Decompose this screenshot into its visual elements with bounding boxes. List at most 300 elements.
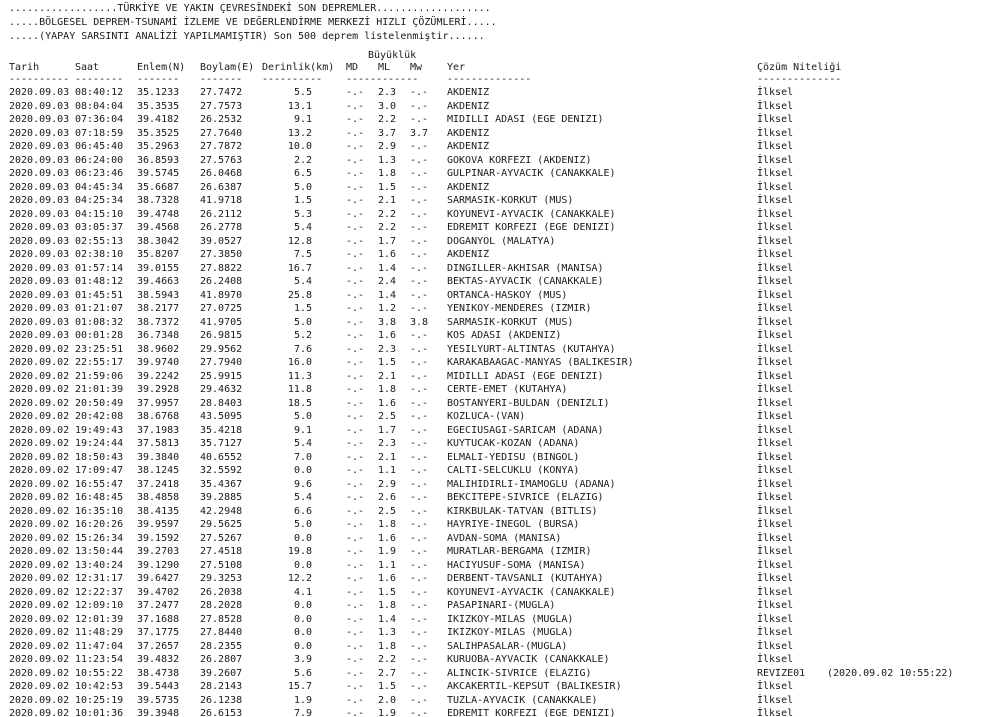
cell-tarih: 2020.09.03 <box>9 100 70 112</box>
cell-cozum: İlksel <box>757 276 794 287</box>
cell-cozum: İlksel <box>757 492 794 503</box>
cell-mw: -.- <box>410 640 429 652</box>
cell-boylam: 26.1238 <box>200 694 243 706</box>
cell-yer: PASAPINARI-(MUGLA) <box>447 600 556 611</box>
cell-ml: 1.8 <box>378 384 397 395</box>
cell-enlem: 39.6427 <box>137 573 180 584</box>
cell-md: -.- <box>346 262 365 274</box>
cell-boylam: 27.7872 <box>200 141 243 152</box>
cell-cozum: İlksel <box>757 154 794 166</box>
cell-ml: 2.3 <box>378 87 397 98</box>
cell-enlem: 39.4748 <box>137 208 180 220</box>
cell-boylam: 27.7472 <box>200 87 243 98</box>
cell-yer: DERBENT-TAVSANLI (KUTAHYA) <box>447 573 604 584</box>
table-row <box>0 289 1000 303</box>
cell-boylam: 28.2143 <box>200 681 243 692</box>
cell-yer: YENIKOY-MENDERES (IZMIR) <box>447 303 592 314</box>
cell-enlem: 39.2242 <box>137 370 180 382</box>
cell-cozum: İlksel <box>757 208 794 220</box>
cell-mw: -.- <box>410 262 429 274</box>
cell-boylam: 27.8440 <box>200 627 243 638</box>
cell-derinlik: 16.0 <box>287 357 312 368</box>
cell-mw: -.- <box>410 343 429 355</box>
column-header-boylam: Boylam(E) <box>200 62 255 73</box>
cell-derinlik: 5.4 <box>293 276 312 287</box>
cell-enlem: 39.4832 <box>137 654 180 665</box>
cell-cozum: İlksel <box>757 505 794 517</box>
cell-md: -.- <box>346 222 365 233</box>
table-row <box>0 410 1000 424</box>
cell-mw: -.- <box>410 465 429 476</box>
cell-md: -.- <box>346 451 365 463</box>
cell-md: -.- <box>346 127 365 139</box>
cell-tarih: 2020.09.03 <box>9 262 70 274</box>
cell-derinlik: 5.4 <box>293 492 312 503</box>
cell-mw: -.- <box>410 276 429 287</box>
cell-md: -.- <box>346 492 365 503</box>
cell-tarih: 2020.09.03 <box>9 195 70 206</box>
cell-enlem: 38.9602 <box>137 343 180 355</box>
cell-tarih: 2020.09.02 <box>9 492 70 503</box>
cell-mw: -.- <box>410 114 429 125</box>
table-row <box>0 235 1000 249</box>
cell-boylam: 26.6153 <box>200 708 243 717</box>
table-row <box>0 127 1000 141</box>
cell-md: -.- <box>346 303 365 314</box>
cell-tarih: 2020.09.03 <box>9 289 70 301</box>
cell-mw: -.- <box>410 100 429 112</box>
cell-cozum: İlksel <box>757 532 794 544</box>
separator-yer: -------------- <box>447 74 532 85</box>
cell-mw: -.- <box>410 424 429 436</box>
cell-tarih: 2020.09.02 <box>9 586 70 598</box>
cell-boylam: 27.8528 <box>200 613 243 625</box>
cell-saat: 10:42:53 <box>75 681 124 692</box>
cell-derinlik: 13.1 <box>287 100 312 112</box>
cell-tarih: 2020.09.02 <box>9 613 70 625</box>
cell-tarih: 2020.09.02 <box>9 357 70 368</box>
cell-ml: 1.8 <box>378 519 397 530</box>
cell-saat: 11:48:29 <box>75 627 124 638</box>
cell-yer: YESILYURT-ALTINTAS (KUTAHYA) <box>447 343 616 355</box>
column-header-yer: Yer <box>447 62 466 73</box>
cell-yer: EGECIUSAGI-SARICAM (ADANA) <box>447 424 604 436</box>
cell-cozum: İlksel <box>757 519 794 530</box>
cell-yer: AKDENIZ <box>447 100 490 112</box>
cell-md: -.- <box>346 586 365 598</box>
cell-enlem: 37.5813 <box>137 438 180 449</box>
cell-md: -.- <box>346 87 365 98</box>
cell-derinlik: 12.8 <box>287 235 312 247</box>
cell-derinlik: 9.1 <box>293 424 312 436</box>
cell-boylam: 25.9915 <box>200 370 243 382</box>
cell-enlem: 37.1775 <box>137 627 180 638</box>
cell-cozum: İlksel <box>757 114 794 125</box>
cell-ml: 1.8 <box>378 168 397 179</box>
cell-derinlik: 7.9 <box>293 708 312 717</box>
table-row <box>0 572 1000 586</box>
cell-saat: 21:01:39 <box>75 384 124 395</box>
cell-boylam: 29.9562 <box>200 343 243 355</box>
cell-tarih: 2020.09.02 <box>9 708 70 717</box>
cell-boylam: 39.2885 <box>200 492 243 503</box>
cell-yer: HAYRIYE-INEGOL (BURSA) <box>447 519 580 530</box>
cell-enlem: 39.4568 <box>137 222 180 233</box>
cell-enlem: 39.1290 <box>137 559 180 571</box>
cell-tarih: 2020.09.02 <box>9 573 70 584</box>
cell-boylam: 42.2948 <box>200 505 243 517</box>
cell-yer: AKDENIZ <box>447 181 490 193</box>
cell-tarih: 2020.09.03 <box>9 235 70 247</box>
cell-yer: GULPINAR-AYVACIK (CANAKKALE) <box>447 168 616 179</box>
cell-mw: -.- <box>410 613 429 625</box>
cell-derinlik: 5.5 <box>293 87 312 98</box>
cell-mw: -.- <box>410 289 429 301</box>
cell-yer: IKIZKOY-MILAS (MUGLA) <box>447 627 574 638</box>
cell-derinlik: 12.2 <box>287 573 312 584</box>
cell-mw: -.- <box>410 451 429 463</box>
cell-enlem: 38.1245 <box>137 465 180 476</box>
cell-saat: 13:40:24 <box>75 559 124 571</box>
cell-yer: BOSTANYERI-BULDAN (DENIZLI) <box>447 397 610 409</box>
separator-cozum: -------------- <box>757 74 842 85</box>
cell-cozum: İlksel <box>757 195 794 206</box>
table-row <box>0 370 1000 384</box>
cell-derinlik: 25.8 <box>287 289 312 301</box>
cell-ml: 2.5 <box>378 505 397 517</box>
cell-tarih: 2020.09.02 <box>9 424 70 436</box>
cell-derinlik: 7.0 <box>293 451 312 463</box>
cell-yer: BEKTAS-AYVACIK (CANAKKALE) <box>447 276 604 287</box>
cell-ml: 1.6 <box>378 249 397 260</box>
cell-md: -.- <box>346 505 365 517</box>
cell-yer: KIRKBULAK-TATVAN (BITLIS) <box>447 505 598 517</box>
cell-saat: 20:42:08 <box>75 411 124 422</box>
cell-tarih: 2020.09.03 <box>9 303 70 314</box>
cell-saat: 16:35:10 <box>75 505 124 517</box>
cell-revize: (2020.09.02 10:55:22) <box>827 667 954 679</box>
table-row <box>0 640 1000 654</box>
cell-ml: 3.0 <box>378 100 397 112</box>
cell-mw: -.- <box>410 654 429 665</box>
cell-yer: GOKOVA KORFEZI (AKDENIZ) <box>447 154 592 166</box>
cell-cozum: İlksel <box>757 343 794 355</box>
cell-ml: 2.2 <box>378 208 397 220</box>
cell-ml: 1.7 <box>378 424 397 436</box>
cell-ml: 1.6 <box>378 532 397 544</box>
cell-yer: MALIHIDIRLI-IMAMOGLU (ADANA) <box>447 478 616 490</box>
cell-enlem: 39.3948 <box>137 708 180 717</box>
cell-boylam: 28.2355 <box>200 640 243 652</box>
cell-ml: 1.5 <box>378 357 397 368</box>
cell-tarih: 2020.09.03 <box>9 114 70 125</box>
separator-row <box>0 73 1000 87</box>
cell-derinlik: 6.6 <box>293 505 312 517</box>
cell-derinlik: 5.0 <box>293 519 312 530</box>
cell-mw: -.- <box>410 397 429 409</box>
cell-mw: -.- <box>410 195 429 206</box>
cell-mw: -.- <box>410 505 429 517</box>
cell-enlem: 35.2963 <box>137 141 180 152</box>
cell-tarih: 2020.09.03 <box>9 222 70 233</box>
cell-derinlik: 11.8 <box>287 384 312 395</box>
cell-enlem: 38.5943 <box>137 289 180 301</box>
cell-derinlik: 7.5 <box>293 249 312 260</box>
cell-yer: HACIYUSUF-SOMA (MANISA) <box>447 559 586 571</box>
cell-yer: KUYTUCAK-KOZAN (ADANA) <box>447 438 580 449</box>
separator-tarih: ---------- <box>9 74 70 85</box>
cell-ml: 2.1 <box>378 195 397 206</box>
cell-derinlik: 13.2 <box>287 127 312 139</box>
cell-derinlik: 5.0 <box>293 181 312 193</box>
cell-enlem: 37.2418 <box>137 478 180 490</box>
cell-yer: KOYUNEVI-AYVACIK (CANAKKALE) <box>447 208 616 220</box>
cell-boylam: 26.2408 <box>200 276 243 287</box>
table-row <box>0 167 1000 181</box>
cell-saat: 06:45:40 <box>75 141 124 152</box>
table-row <box>0 113 1000 127</box>
table-row <box>0 424 1000 438</box>
cell-enlem: 35.8207 <box>137 249 180 260</box>
cell-boylam: 27.7573 <box>200 100 243 112</box>
cell-boylam: 26.2807 <box>200 654 243 665</box>
cell-mw: -.- <box>410 586 429 598</box>
cell-mw: -.- <box>410 222 429 233</box>
cell-ml: 1.5 <box>378 681 397 692</box>
table-row <box>0 356 1000 370</box>
cell-ml: 1.6 <box>378 330 397 341</box>
cell-mw: -.- <box>410 208 429 220</box>
cell-saat: 16:55:47 <box>75 478 124 490</box>
cell-saat: 01:57:14 <box>75 262 124 274</box>
cell-saat: 08:04:04 <box>75 100 124 112</box>
cell-cozum: İlksel <box>757 235 794 247</box>
table-row <box>0 464 1000 478</box>
cell-mw: 3.7 <box>410 127 429 139</box>
header-agency-line: .....BÖLGESEL DEPREM-TSUNAMİ İZLEME VE DEĞERLENDİRME MERKEZİ HIZLI ÇÖZÜMLERİ..... <box>9 17 497 28</box>
cell-saat: 01:21:07 <box>75 303 124 314</box>
cell-cozum: İlksel <box>757 330 794 341</box>
cell-derinlik: 18.5 <box>287 397 312 409</box>
cell-derinlik: 2.2 <box>293 154 312 166</box>
cell-cozum: İlksel <box>757 357 794 368</box>
cell-boylam: 28.8403 <box>200 397 243 409</box>
cell-ml: 2.2 <box>378 654 397 665</box>
table-row <box>0 478 1000 492</box>
cell-tarih: 2020.09.03 <box>9 330 70 341</box>
cell-cozum: İlksel <box>757 141 794 152</box>
table-row <box>0 383 1000 397</box>
cell-mw: -.- <box>410 519 429 530</box>
table-row <box>0 505 1000 519</box>
separator-magnitude: ------------ <box>346 74 419 85</box>
cell-enlem: 35.6687 <box>137 181 180 193</box>
cell-mw: -.- <box>410 357 429 368</box>
cell-yer: ELMALI-YEDISU (BINGOL) <box>447 451 580 463</box>
cell-cozum: İlksel <box>757 397 794 409</box>
cell-boylam: 29.5625 <box>200 519 243 530</box>
table-row <box>0 154 1000 168</box>
cell-boylam: 27.4518 <box>200 546 243 557</box>
cell-enlem: 38.7372 <box>137 316 180 328</box>
cell-boylam: 26.2038 <box>200 586 243 598</box>
cell-tarih: 2020.09.03 <box>9 168 70 179</box>
table-row <box>0 221 1000 235</box>
cell-derinlik: 6.5 <box>293 168 312 179</box>
cell-cozum: İlksel <box>757 708 794 717</box>
cell-saat: 19:24:44 <box>75 438 124 449</box>
cell-ml: 2.3 <box>378 438 397 449</box>
cell-cozum: İlksel <box>757 303 794 314</box>
cell-boylam: 28.2028 <box>200 600 243 611</box>
cell-enlem: 37.1983 <box>137 424 180 436</box>
cell-derinlik: 5.4 <box>293 438 312 449</box>
cell-enlem: 37.2657 <box>137 640 180 652</box>
cell-yer: EDREMIT KORFEZI (EGE DENIZI) <box>447 708 616 717</box>
cell-enlem: 38.4858 <box>137 492 180 503</box>
cell-cozum: İlksel <box>757 451 794 463</box>
cell-saat: 10:25:19 <box>75 694 124 706</box>
cell-ml: 2.9 <box>378 478 397 490</box>
cell-md: -.- <box>346 667 365 679</box>
cell-md: -.- <box>346 235 365 247</box>
cell-cozum: İlksel <box>757 654 794 665</box>
cell-tarih: 2020.09.03 <box>9 127 70 139</box>
cell-tarih: 2020.09.03 <box>9 141 70 152</box>
table-row <box>0 626 1000 640</box>
cell-boylam: 35.7127 <box>200 438 243 449</box>
cell-yer: KOZLUCA-(VAN) <box>447 411 526 422</box>
cell-boylam: 29.3253 <box>200 573 243 584</box>
cell-saat: 11:47:04 <box>75 640 124 652</box>
table-row <box>0 680 1000 694</box>
cell-derinlik: 1.5 <box>293 195 312 206</box>
cell-derinlik: 7.6 <box>293 343 312 355</box>
column-header-enlem: Enlem(N) <box>137 62 186 73</box>
cell-ml: 2.6 <box>378 492 397 503</box>
cell-md: -.- <box>346 289 365 301</box>
table-row <box>0 653 1000 667</box>
cell-saat: 10:01:36 <box>75 708 124 717</box>
cell-boylam: 41.9705 <box>200 316 243 328</box>
cell-derinlik: 5.3 <box>293 208 312 220</box>
cell-saat: 20:50:49 <box>75 397 124 409</box>
column-header-md: MD <box>346 62 359 73</box>
cell-yer: KOYUNEVI-AYVACIK (CANAKKALE) <box>447 586 616 598</box>
cell-mw: -.- <box>410 141 429 152</box>
cell-ml: 1.4 <box>378 289 397 301</box>
column-header-derinlik: Derinlik(km) <box>262 62 335 73</box>
cell-mw: -.- <box>410 546 429 557</box>
cell-md: -.- <box>346 627 365 638</box>
separator-boylam: ------- <box>200 74 243 85</box>
cell-yer: SARMASIK-KORKUT (MUS) <box>447 195 574 206</box>
cell-derinlik: 9.6 <box>293 478 312 490</box>
cell-tarih: 2020.09.03 <box>9 249 70 260</box>
cell-boylam: 26.2778 <box>200 222 243 233</box>
cell-md: -.- <box>346 640 365 652</box>
cell-yer: AKDENIZ <box>447 127 490 139</box>
cell-md: -.- <box>346 600 365 611</box>
cell-md: -.- <box>346 208 365 220</box>
cell-tarih: 2020.09.02 <box>9 654 70 665</box>
cell-cozum: İlksel <box>757 600 794 611</box>
cell-enlem: 39.5745 <box>137 168 180 179</box>
cell-cozum: İlksel <box>757 640 794 652</box>
cell-md: -.- <box>346 330 365 341</box>
cell-tarih: 2020.09.02 <box>9 411 70 422</box>
cell-enlem: 36.8593 <box>137 154 180 166</box>
cell-cozum: İlksel <box>757 262 794 274</box>
table-row <box>0 194 1000 208</box>
cell-md: -.- <box>346 141 365 152</box>
header-title-line: ..................TÜRKİYE VE YAKIN ÇEVRESİNDEKİ SON DEPREMLER................... <box>9 3 491 14</box>
cell-derinlik: 0.0 <box>293 627 312 638</box>
cell-md: -.- <box>346 532 365 544</box>
cell-saat: 16:20:26 <box>75 519 124 530</box>
cell-derinlik: 19.8 <box>287 546 312 557</box>
cell-md: -.- <box>346 195 365 206</box>
cell-tarih: 2020.09.03 <box>9 316 70 328</box>
cell-saat: 19:49:43 <box>75 424 124 436</box>
cell-saat: 03:05:37 <box>75 222 124 233</box>
cell-derinlik: 15.7 <box>287 681 312 692</box>
table-row <box>0 518 1000 532</box>
cell-mw: -.- <box>410 384 429 395</box>
cell-boylam: 26.0468 <box>200 168 243 179</box>
cell-tarih: 2020.09.02 <box>9 532 70 544</box>
cell-yer: KOS ADASI (AKDENIZ) <box>447 330 562 341</box>
cell-ml: 2.0 <box>378 694 397 706</box>
cell-cozum: REVIZE01 <box>757 667 806 679</box>
cell-derinlik: 4.1 <box>293 586 312 598</box>
cell-enlem: 39.9597 <box>137 519 180 530</box>
cell-enlem: 38.7328 <box>137 195 180 206</box>
table-row <box>0 451 1000 465</box>
cell-enlem: 39.5443 <box>137 681 180 692</box>
table-row <box>0 613 1000 627</box>
cell-md: -.- <box>346 613 365 625</box>
cell-derinlik: 1.5 <box>293 303 312 314</box>
cell-cozum: İlksel <box>757 438 794 449</box>
cell-ml: 2.1 <box>378 370 397 382</box>
cell-derinlik: 0.0 <box>293 532 312 544</box>
cell-mw: -.- <box>410 681 429 692</box>
cell-saat: 06:24:00 <box>75 154 124 166</box>
table-row <box>0 694 1000 708</box>
cell-boylam: 39.2607 <box>200 667 243 679</box>
cell-cozum: İlksel <box>757 127 794 139</box>
cell-mw: -.- <box>410 168 429 179</box>
cell-saat: 04:15:10 <box>75 208 124 220</box>
cell-md: -.- <box>346 343 365 355</box>
cell-saat: 23:25:51 <box>75 343 124 355</box>
cell-md: -.- <box>346 424 365 436</box>
cell-cozum: İlksel <box>757 249 794 260</box>
cell-enlem: 39.4663 <box>137 276 180 287</box>
table-row <box>0 302 1000 316</box>
table-row <box>0 545 1000 559</box>
cell-yer: AKDENIZ <box>447 141 490 152</box>
cell-boylam: 27.0725 <box>200 303 243 314</box>
cell-boylam: 26.6387 <box>200 181 243 193</box>
cell-mw: -.- <box>410 627 429 638</box>
cell-ml: 1.6 <box>378 573 397 584</box>
cell-cozum: İlksel <box>757 289 794 301</box>
cell-derinlik: 9.1 <box>293 114 312 125</box>
cell-md: -.- <box>346 370 365 382</box>
cell-md: -.- <box>346 249 365 260</box>
